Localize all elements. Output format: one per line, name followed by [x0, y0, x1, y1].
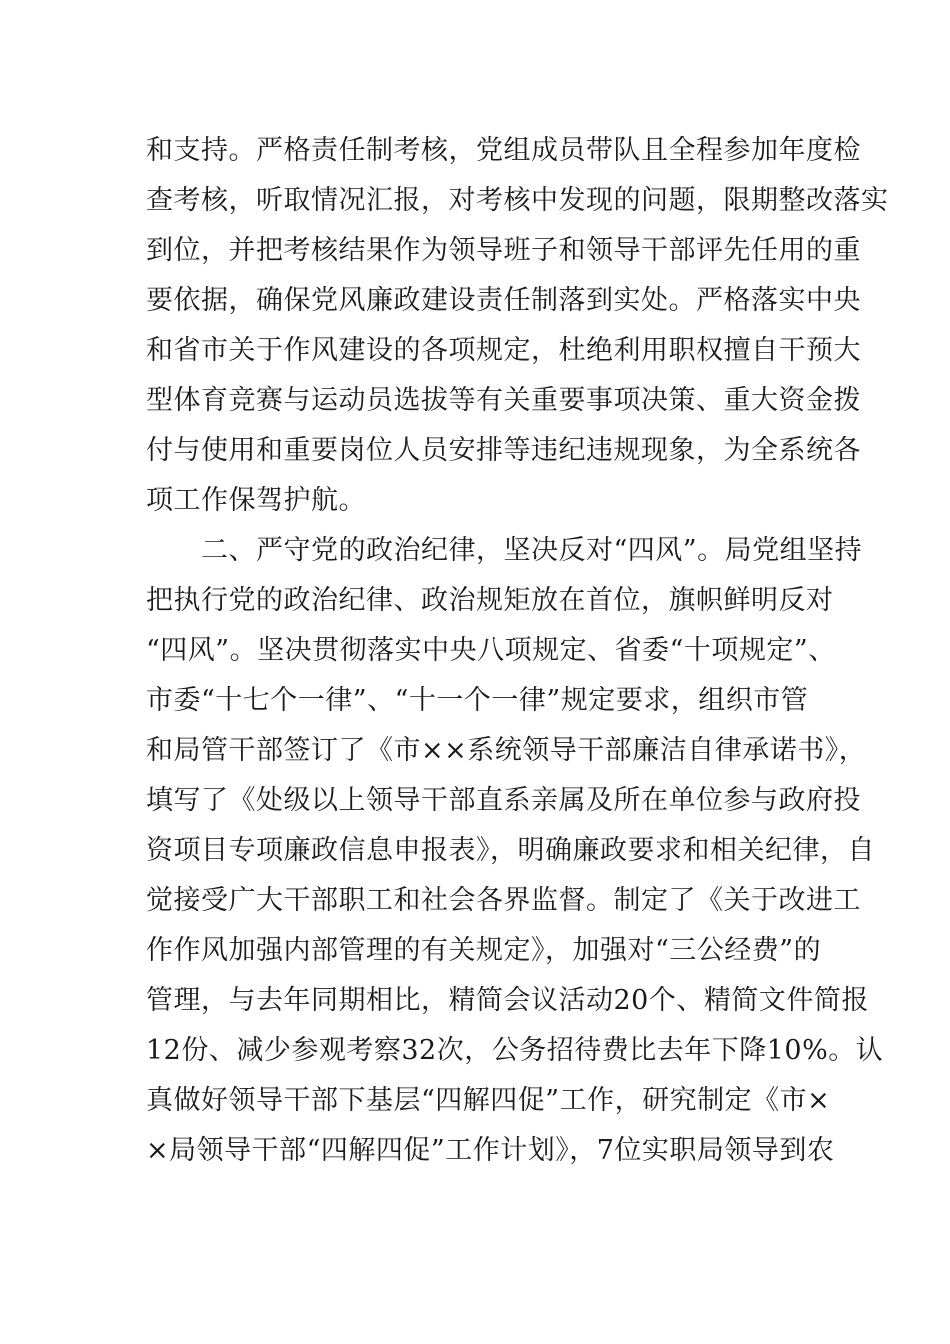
text-line: 作作风加强内部管理的有关规定》，加强对“三公经费”的	[146, 935, 822, 966]
text-line: 资项目专项廉政信息申报表》，明确廉政要求和相关纪律，自	[146, 835, 875, 866]
text-line: 项工作保驾护航。	[146, 485, 366, 516]
text-line: 到位，并把考核结果作为领导班子和领导干部评先任用的重	[146, 235, 861, 266]
text-line: 查考核，听取情况汇报，对考核中发现的问题，限期整改落实	[146, 185, 889, 216]
text-line: 管理，与去年同期相比，精简会议活动20个、精简文件简报	[146, 985, 869, 1016]
text-line: 把执行党的政治纪律、政治规矩放在首位，旗帜鲜明反对	[146, 585, 834, 616]
text-line: 型体育竞赛与运动员选拔等有关重要事项决策、重大资金拨	[146, 385, 861, 416]
text-line: 和局管干部签订了《市××系统领导干部廉洁自律承诺书》，	[146, 735, 867, 766]
text-line: 市委“十七个一律”、“十一个一律”规定要求，组织市管	[146, 685, 809, 716]
text-line: ×局领导干部“四解四促”工作计划》，7位实职局领导到农	[146, 1135, 835, 1166]
text-line: 要依据，确保党风廉政建设责任制落到实处。严格落实中央	[146, 285, 861, 316]
text-line: 觉接受广大干部职工和社会各界监督。制定了《关于改进工	[146, 885, 861, 916]
text-line: 12份、减少参观考察32次，公务招待费比去年下降10%。认	[146, 1035, 884, 1066]
paragraph-heading-line: 二、严守党的政治纪律，坚决反对“四风”。局党组坚持	[146, 535, 863, 566]
text-line: 付与使用和重要岗位人员安排等违纪违规现象，为全系统各	[146, 435, 861, 466]
text-line: 和省市关于作风建设的各项规定，杜绝利用职权擅自干预大	[146, 335, 861, 366]
text-line: 和支持。严格责任制考核，党组成员带队且全程参加年度检	[146, 135, 861, 166]
text-line: 填写了《处级以上领导干部直系亲属及所在单位参与政府投	[146, 785, 861, 816]
text-line: 真做好领导干部下基层“四解四促”工作，研究制定《市×	[146, 1085, 831, 1116]
document-body	[146, 126, 889, 1176]
text-line: “四风”。坚决贯彻落实中央八项规定、省委“十项规定”、	[146, 635, 836, 666]
